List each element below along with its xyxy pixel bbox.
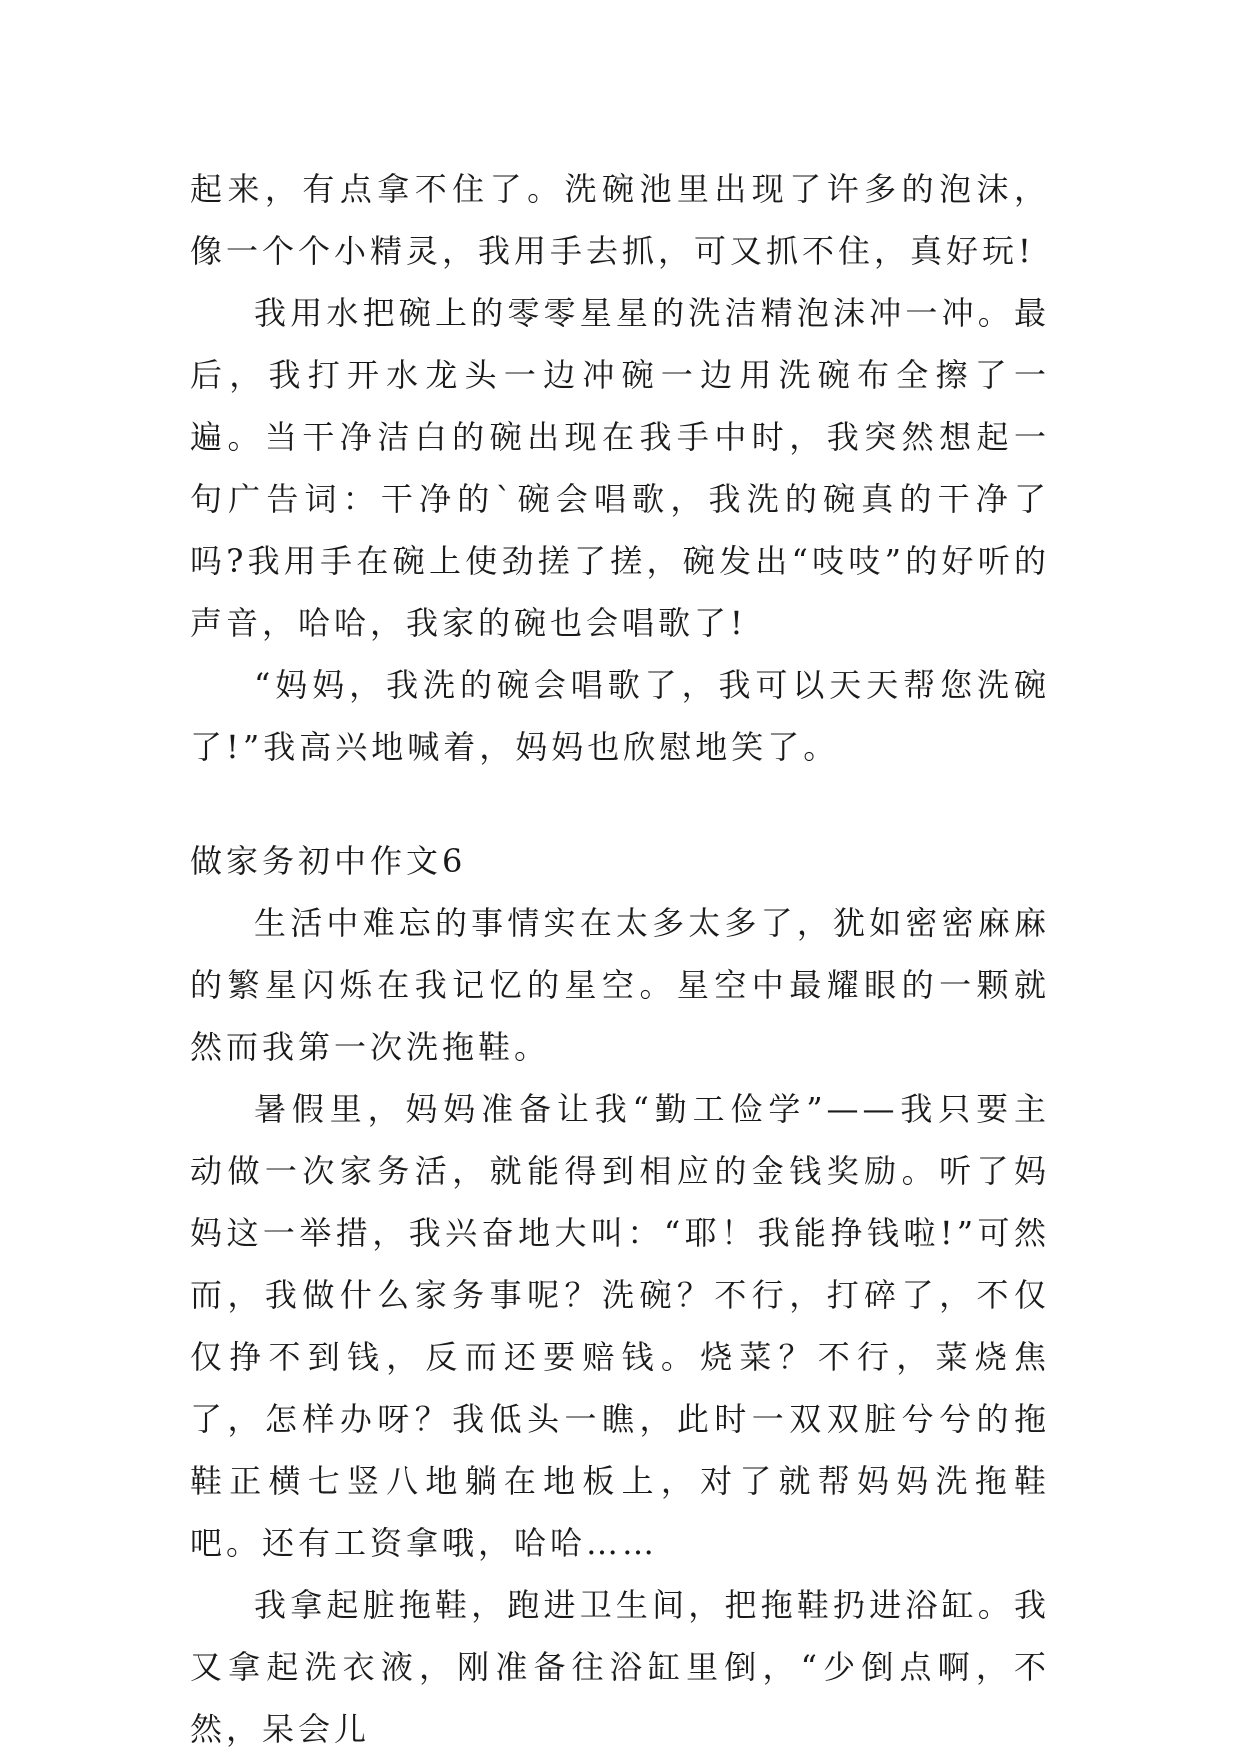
paragraph: 起来，有点拿不住了。洗碗池里出现了许多的泡沫，像一个个小精灵，我用手去抓，可又抓不住，真好玩! [190,170,1050,270]
section-heading: 做家务初中作文6 [190,842,467,880]
paragraph: 我用水把碗上的零零星星的洗洁精泡沫冲一冲。最后，我打开水龙头一边冲碗一边用洗碗布全擦了一遍。当干净洁白的碗出现在我手中时，我突然想起一句广告词：干净的`碗会唱歌，我洗的碗真的干净了吗?我用手在碗上使劲搓了搓，碗发出“吱吱”的好听的声音，哈哈，我家的碗也会唱歌了! [190,294,1050,642]
paragraph: 生活中难忘的事情实在太多太多了，犹如密密麻麻的繁星闪烁在我记忆的星空。星空中最耀眼的一颗就然而我第一次洗拖鞋。 [190,904,1050,1066]
paragraph: 我拿起脏拖鞋，跑进卫生间，把拖鞋扔进浴缸。我又拿起洗衣液，刚准备往浴缸里倒，“少倒点啊，不然，呆会儿 [190,1586,1050,1748]
document-body [190,158,1050,1760]
paragraph: 暑假里，妈妈准备让我“勤工俭学”——我只要主动做一次家务活，就能得到相应的金钱奖励。听了妈妈这一举措，我兴奋地大叫：“耶！我能挣钱啦!”可然而，我做什么家务事呢？洗碗？不行，打碎了，不仅仅挣不到钱，反而还要赔钱。烧菜？不行，菜烧焦了，怎样办呀？我低头一瞧，此时一双双脏兮兮的拖鞋正横七竖八地躺在地板上，对了就帮妈妈洗拖鞋吧。还有工资拿哦，哈哈…… [190,1090,1050,1562]
paragraph: “妈妈，我洗的碗会唱歌了，我可以天天帮您洗碗了!”我高兴地喊着，妈妈也欣慰地笑了。 [190,666,1050,766]
